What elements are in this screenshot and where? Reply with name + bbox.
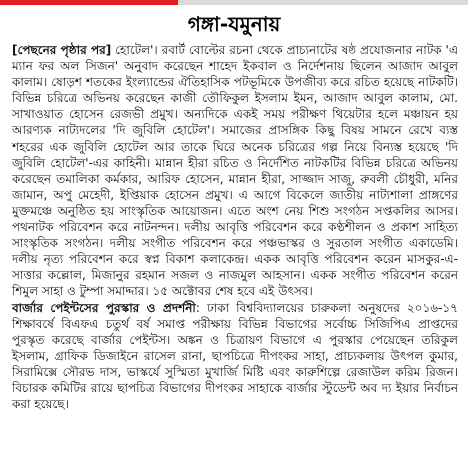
article-body-berger: : ঢাকা বিশ্ববিদ্যালয়ের চারুকলা অনুষদের ২০১৬-১৭ শিক্ষাবর্ষে বিএফএ চতুর্থ বর্ষ সমাপ্ত পরীক্ষায় বিভিন্ন বিভাগের সর্বোচ্চ সিজিপিএ প্রাপ্তদের পুরস্কৃত করেছে বার্জার পেইন্টস। অঙ্কন ও চিত্রায়ণ বিভাগে এ পুরস্কার পেয়েছেন তরিকুল ইসলাম, গ্রাফিক ডিজাইনে রাসেল রানা, ছাপচিত্রে দীপংকর সাহা, প্রাচ্যকলায় উৎপল কুমার, সিরামিক্সে সৌরভ দাস, ভাস্কর্যে সুস্মিতা মুখার্জি মিষ্টি এবং কারুশিল্পে রেজাউল করিম রিজন। বিচারক কমিটির রায়ে ছাপচিত্র বিভাগের দীপংকর সাহাকে বার্জার স্টুডেন্ট অব দ্য ইয়ার নির্বাচন করা হয়েছে। (12, 300, 458, 412)
accent-rule (0, 0, 178, 5)
article-column (12, 42, 458, 412)
article-paragraph-berger (12, 300, 458, 413)
article-body-drama: হোটেল'। রবার্ট বোল্টের রচনা থেকে প্রাচ্যনাটের ষষ্ঠ প্রযোজনার নাটক 'এ ম্যান ফর অল সিজন' অনুবাদ করেছেন শাহেদ ইকবাল ও নির্দেশনায় ছিলেন আজাদ আবুল কালাম। ষোড়শ শতকের ইংল্যান্ডের ঐতিহাসিক পটভূমিকে উপজীব্য করে রচিত হয়েছে নাটকটি। বিভিন্ন চরিত্রে অভিনয় করেছেন কাজী তৌফিকুল ইসলাম ইমন, আজাদ আবুল কালাম, মো. সাখাওয়াত হোসেন রেজভী প্রমুখ। অন্যদিকে একই সময় পরীক্ষণ থিয়েটার হলে মঞ্চায়ন হয় আরণ্যক নাট্যদলের 'দি জুবিলি হোটেল'। সমাজের প্রাসঙ্গিক কিছু বিষয় সামনে রেখে ব্যস্ত শহরের এক জুবিলি হোটেল আর তাকে ঘিরে অনেক চরিত্রের গল্প নিয়ে বিন্যস্ত হয়েছে 'দি জুবিলি হোটেল'-এর কাহিনী। মান্নান হীরা রচিত ও নির্দেশিত নাটকটির বিভিন্ন চরিত্রে অভিনয় করেছেন তমালিকা কর্মকার, আরিফ হোসেন, মান্নান হীরা, সাজ্জাদ সাজু, রুবলী চৌধুরী, মনির জামান, অপু মেহেদী, ইপ্তিয়াক হোসেন প্রমুখ। এ আগে বিকেলে জাতীয় নাট্যশালা প্রাঙ্গণের মুক্তমঞ্চে অনুষ্ঠিত হয় সাংস্কৃতিক আয়োজন। এতে অংশ নেয় শিশু সংগঠন সপ্তকলির আসর। পথনাটক পরিবেশন করে নাটনন্দন। দলীয় আবৃত্তি পরিবেশন করে কণ্ঠশীলন ও প্রকাশ সাহিত্য সাংস্কৃতিক সংগঠন। দলীয় সংগীত পরিবেশন করে পঞ্চভাস্কর ও সুরতাল সংগীত একাডেমি। দলীয় নৃত্য পরিবেশন করে স্বপ্ন বিকাশ কলাকেন্দ্র। একক আবৃত্তি পরিবেশন করেন মাসকুর-এ-সাত্তার কল্লোল, মিজানুর রহমান সজল ও নাজমুল আহসান। একক সংগীত পরিবেশন করেন শিমুল সাহা ও টুম্পা সমাদ্দার। ১৫ অক্টোবর শেষ হবে এই উৎসব। (12, 43, 458, 299)
continued-kicker: [পেছনের পৃষ্ঠার পর] (12, 43, 112, 57)
page-headline: গঙ্গা-যমুনায় (187, 12, 281, 36)
article-paragraph-drama (12, 42, 458, 300)
section-title-berger: বার্জার পেইন্টসের পুরস্কার ও প্রদর্শনী (12, 300, 196, 315)
top-rule (0, 0, 468, 5)
